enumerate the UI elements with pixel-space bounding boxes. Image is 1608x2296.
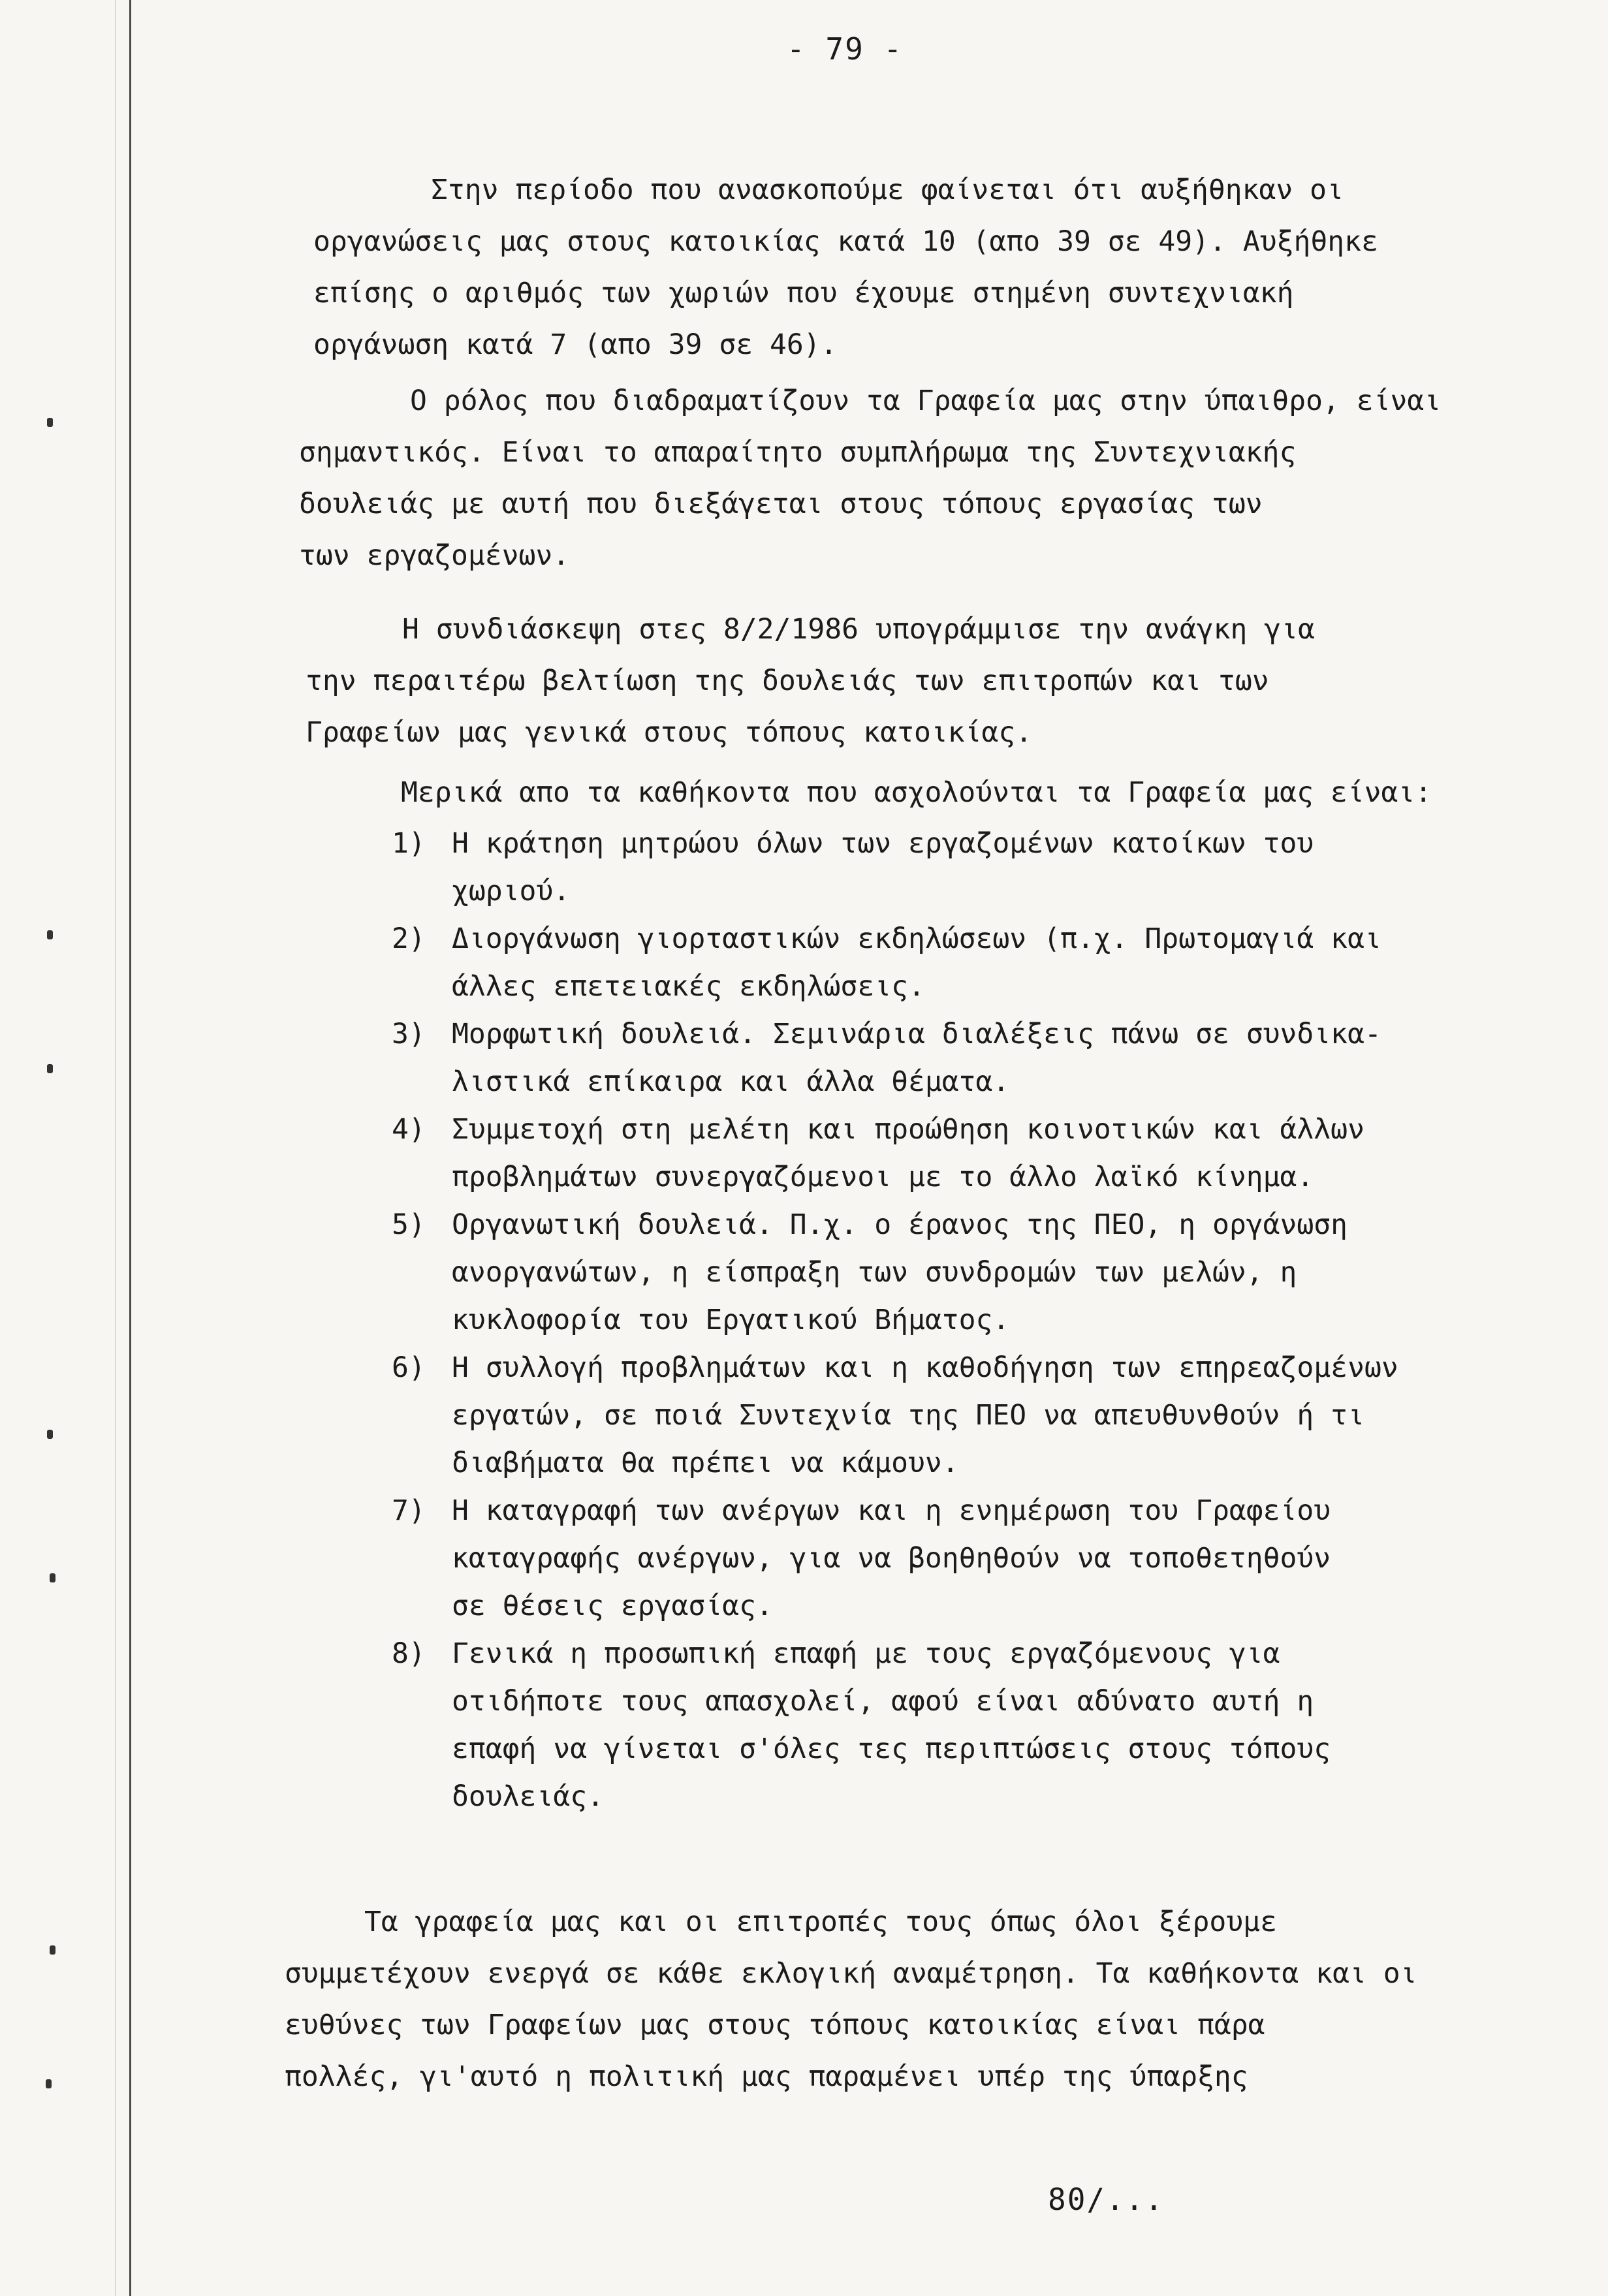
binding-margin-line-faint xyxy=(115,0,116,2296)
text-line: σημαντικός. Είναι το απαραίτητο συμπλήρωμα της Συντεχνιακής xyxy=(299,436,1297,469)
list-number: 5) xyxy=(392,1208,426,1241)
duties-list xyxy=(392,820,1398,1821)
list-item xyxy=(392,1344,1398,1487)
text-line: καταγραφής ανέργων, για να βοηθηθούν να τοποθετηθούν xyxy=(452,1542,1331,1575)
paragraph-1 xyxy=(313,165,1378,371)
text-line: οργάνωση κατά 7 (απο 39 σε 46). xyxy=(313,328,838,361)
text-line: Γενικά η προσωπική επαφή με τους εργαζόμενους για xyxy=(452,1637,1280,1670)
text-line: Συμμετοχή στη μελέτη και προώθηση κοινοτικών και άλλων xyxy=(452,1113,1364,1146)
text-line: λιστικά επίκαιρα και άλλα θέματα. xyxy=(452,1065,1010,1098)
scan-mark xyxy=(47,418,53,427)
text-line: ανοργανώτων, η είσπραξη των συνδρομών των μελών, η xyxy=(452,1256,1297,1289)
binding-margin-line xyxy=(129,0,131,2296)
text-line: επαφή να γίνεται σ'όλες τες περιπτώσεις στους τόπους xyxy=(452,1733,1331,1765)
list-item xyxy=(392,1106,1398,1201)
text-line: Στην περίοδο που ανασκοπούμε φαίνεται ότι αυξήθηκαν οι xyxy=(431,174,1344,206)
text-line: οτιδήποτε τους απασχολεί, αφού είναι αδύνατο αυτή η xyxy=(452,1685,1314,1718)
text-line: διαβήματα θα πρέπει να κάμουν. xyxy=(452,1447,959,1479)
scan-mark xyxy=(46,2079,52,2088)
paragraph-4 xyxy=(401,767,1432,819)
scan-mark xyxy=(50,1573,55,1582)
text-line: την περαιτέρω βελτίωση της δουλειάς των επιτροπών και των xyxy=(306,665,1269,697)
text-line: Μορφωτική δουλειά. Σεμινάρια διαλέξεις πάνω σε συνδικα- xyxy=(452,1018,1381,1050)
list-item xyxy=(392,915,1398,1011)
text-line: των εργαζομένων. xyxy=(299,539,570,572)
paragraph-2 xyxy=(299,375,1441,582)
text-line: Η συλλογή προβλημάτων και η καθοδήγηση των επηρεαζομένων xyxy=(452,1351,1398,1384)
paragraph-3 xyxy=(306,604,1315,759)
scan-mark xyxy=(50,1945,55,1955)
text-line: Διοργάνωση γιορταστικών εκδηλώσεων (π.χ. Πρωτομαγιά και xyxy=(452,922,1381,955)
text-line: δουλειάς με αυτή που διεξάγεται στους τόπους εργασίας των xyxy=(299,488,1263,520)
text-line: δουλειάς. xyxy=(452,1780,604,1813)
list-number: 6) xyxy=(392,1351,426,1384)
list-number: 2) xyxy=(392,922,426,955)
text-line: χωριού. xyxy=(452,875,571,907)
text-line: Οργανωτική δουλειά. Π.χ. ο έρανος της ΠΕΟ, η οργάνωση xyxy=(452,1208,1348,1241)
closing-paragraph xyxy=(285,1896,1417,2103)
text-line: Ο ρόλος που διαδραματίζουν τα Γραφεία μας στην ύπαιθρο, είναι xyxy=(410,385,1442,417)
list-number: 3) xyxy=(392,1018,426,1050)
text-line: Η καταγραφή των ανέργων και η ενημέρωση του Γραφείου xyxy=(452,1494,1331,1527)
text-line: πολλές, γι'αυτό η πολιτική μας παραμένει υπέρ της ύπαρξης xyxy=(285,2060,1248,2093)
list-item xyxy=(392,820,1398,915)
next-page-marker: 80/... xyxy=(1048,2182,1165,2217)
text-line: προβλημάτων συνεργαζόμενοι με το άλλο λαϊκό κίνημα. xyxy=(452,1161,1314,1193)
text-line: σε θέσεις εργασίας. xyxy=(452,1590,773,1622)
text-line: Η κράτηση μητρώου όλων των εργαζομένων κατοίκων του xyxy=(452,827,1314,860)
text-line: άλλες επετειακές εκδηλώσεις. xyxy=(452,970,925,1003)
scan-mark xyxy=(47,930,53,939)
text-line: κυκλοφορία του Εργατικού Βήματος. xyxy=(452,1304,1010,1336)
text-line: Μερικά απο τα καθήκοντα που ασχολούνται τα Γραφεία μας είναι: xyxy=(401,776,1432,809)
scan-mark xyxy=(47,1430,53,1439)
scan-mark xyxy=(47,1064,53,1073)
page-number: - 79 - xyxy=(787,31,904,67)
list-item xyxy=(392,1201,1398,1344)
list-number: 1) xyxy=(392,827,426,860)
text-line: Τα γραφεία μας και οι επιτροπές τους όπως όλοι ξέρουμε xyxy=(364,1906,1277,1938)
list-number: 8) xyxy=(392,1637,426,1670)
list-number: 7) xyxy=(392,1494,426,1527)
list-number: 4) xyxy=(392,1113,426,1146)
list-item xyxy=(392,1630,1398,1821)
text-line: ευθύνες των Γραφείων μας στους τόπους κατοικίας είναι πάρα xyxy=(285,2009,1265,2041)
text-line: συμμετέχουν ενεργά σε κάθε εκλογική αναμέτρηση. Τα καθήκοντα και οι xyxy=(285,1957,1417,1990)
list-item xyxy=(392,1487,1398,1630)
text-line: οργανώσεις μας στους κατοικίας κατά 10 (απο 39 σε 49). Αυξήθηκε xyxy=(313,225,1378,258)
list-item xyxy=(392,1011,1398,1106)
text-line: Γραφείων μας γενικά στους τόπους κατοικίας. xyxy=(306,716,1033,749)
text-line: Η συνδιάσκεψη στες 8/2/1986 υπογράμμισε την ανάγκη για xyxy=(402,613,1315,646)
text-line: επίσης ο αριθμός των χωριών που έχουμε στημένη συντεχνιακή xyxy=(313,277,1294,309)
text-line: εργατών, σε ποιά Συντεχνία της ΠΕΟ να απευθυνθούν ή τι xyxy=(452,1399,1364,1432)
